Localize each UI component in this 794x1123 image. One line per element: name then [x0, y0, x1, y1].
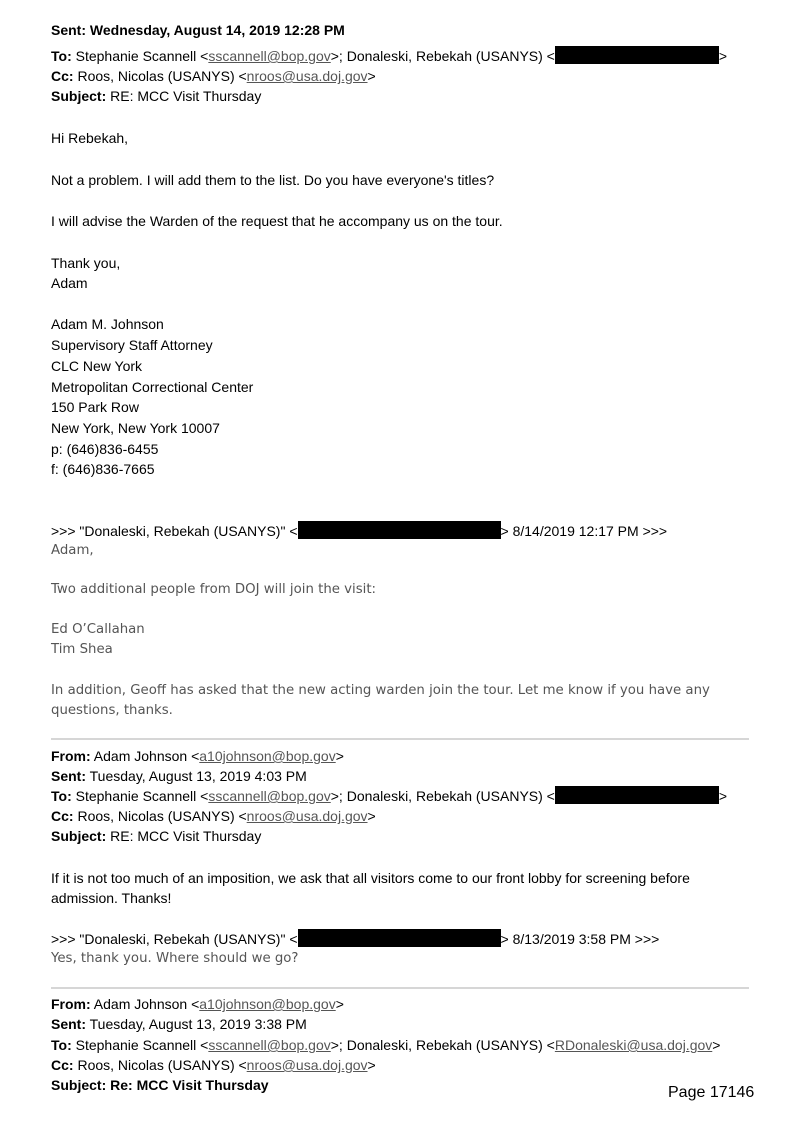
- separator-line: [51, 738, 749, 740]
- to-mid: >; Donaleski, Rebekah (USANYS) <: [330, 1037, 555, 1053]
- to-email-link[interactable]: sscannell@bop.gov: [208, 1037, 331, 1053]
- body-paragraph: If it is not too much of an imposition, we ask that all visitors come to our front lobby for screening before: [51, 870, 690, 886]
- cc-line: [51, 66, 376, 86]
- to-name: Stephanie Scannell <: [75, 1037, 209, 1053]
- cc-name: Roos, Nicolas (USANYS) <: [77, 1057, 247, 1073]
- body-paragraph: admission. Thanks!: [51, 890, 172, 906]
- to-line: [51, 786, 727, 806]
- cc-label: Cc:: [51, 1057, 74, 1073]
- signature-line: CLC New York: [51, 358, 143, 374]
- quote-paragraph: Yes, thank you. Where should we go?: [51, 951, 299, 966]
- body-paragraph: Not a problem. I will add them to the list. Do you have everyone's titles?: [51, 172, 495, 188]
- cc-name: Roos, Nicolas (USANYS) <: [77, 808, 247, 824]
- redaction-box: [298, 521, 501, 539]
- quote-header-end: > 8/14/2019 12:17 PM >>>: [500, 523, 668, 539]
- quote-header: [51, 929, 659, 949]
- cc-line: [51, 1055, 376, 1075]
- to-email-link[interactable]: sscannell@bop.gov: [208, 48, 331, 64]
- to-label: To:: [51, 48, 72, 64]
- subject-label: Subject:: [51, 88, 107, 104]
- quote-name: Ed O’Callahan: [51, 622, 145, 637]
- to-line: [51, 1035, 720, 1055]
- from-end: >: [335, 748, 344, 764]
- separator-line: [51, 987, 749, 989]
- redaction-box: [555, 786, 719, 804]
- greeting: Hi Rebekah,: [51, 130, 129, 146]
- sent-line-clipped: [51, 22, 345, 40]
- sent-text: Tuesday, August 13, 2019 4:03 PM: [89, 768, 307, 784]
- quote-paragraph: Two additional people from DOJ will join the visit:: [51, 582, 377, 597]
- cc-end: >: [367, 808, 376, 824]
- signature-line: p: (646)836-6455: [51, 441, 159, 457]
- quote-header-start: >>> "Donaleski, Rebekah (USANYS)" <: [51, 931, 298, 947]
- signature-line: f: (646)836-7665: [51, 461, 155, 477]
- subject-label: Subject:: [51, 828, 107, 844]
- from-email-link[interactable]: a10johnson@bop.gov: [199, 748, 336, 764]
- to-end: >: [718, 48, 728, 64]
- sent-label: Sent:: [51, 768, 86, 784]
- redaction-box: [555, 46, 719, 64]
- sent-line: [51, 766, 307, 786]
- quote-header-end: > 8/13/2019 3:58 PM >>>: [500, 931, 660, 947]
- from-name: Adam Johnson <: [93, 748, 200, 764]
- closing: Thank you,: [51, 255, 121, 271]
- cc-name: Roos, Nicolas (USANYS) <: [77, 68, 247, 84]
- quote-name: Tim Shea: [51, 642, 113, 657]
- cc-line: [51, 806, 376, 826]
- subject-line: [51, 826, 261, 846]
- signature-line: Adam M. Johnson: [51, 316, 164, 332]
- closing-name: Adam: [51, 275, 88, 291]
- to-mid: >; Donaleski, Rebekah (USANYS) <: [330, 788, 555, 804]
- to-mid: >; Donaleski, Rebekah (USANYS) <: [330, 48, 555, 64]
- to-email-link[interactable]: RDonaleski@usa.doj.gov: [554, 1037, 713, 1053]
- to-end: >: [712, 1037, 721, 1053]
- cc-label: Cc:: [51, 68, 74, 84]
- cc-end: >: [367, 68, 376, 84]
- sent-line: [51, 1014, 307, 1034]
- to-line: [51, 46, 727, 66]
- from-line: [51, 746, 344, 766]
- subject-text: RE: MCC Visit Thursday: [110, 88, 262, 104]
- signature-line: Supervisory Staff Attorney: [51, 337, 213, 353]
- to-name: Stephanie Scannell <: [75, 788, 209, 804]
- quote-greeting: Adam,: [51, 543, 94, 558]
- quote-paragraph: In addition, Geoff has asked that the new acting warden join the tour. Let me know if you have any: [51, 683, 710, 698]
- body-paragraph: I will advise the Warden of the request that he accompany us on the tour.: [51, 213, 503, 229]
- sent-label: Sent:: [51, 1016, 86, 1032]
- to-label: To:: [51, 788, 72, 804]
- from-name: Adam Johnson <: [93, 996, 200, 1012]
- subject-text: RE: MCC Visit Thursday: [110, 828, 262, 844]
- sent-text: Tuesday, August 13, 2019 3:38 PM: [89, 1016, 307, 1032]
- quote-paragraph: questions, thanks.: [51, 703, 173, 718]
- page-number: Page 17146: [668, 1084, 755, 1101]
- redaction-box: [298, 929, 501, 947]
- cc-email-link[interactable]: nroos@usa.doj.gov: [246, 68, 368, 84]
- quote-header: [51, 521, 667, 541]
- subject-line: [51, 86, 261, 106]
- to-label: To:: [51, 1037, 72, 1053]
- cc-email-link[interactable]: nroos@usa.doj.gov: [246, 1057, 368, 1073]
- signature-line: Metropolitan Correctional Center: [51, 379, 254, 395]
- to-end: >: [718, 788, 728, 804]
- from-end: >: [335, 996, 344, 1012]
- signature-line: New York, New York 10007: [51, 420, 220, 436]
- cc-end: >: [367, 1057, 376, 1073]
- to-email-link[interactable]: sscannell@bop.gov: [208, 788, 331, 804]
- cc-email-link[interactable]: nroos@usa.doj.gov: [246, 808, 368, 824]
- sent-text: Sent: Wednesday, August 14, 2019 12:28 PM: [51, 22, 345, 38]
- quote-header-start: >>> "Donaleski, Rebekah (USANYS)" <: [51, 523, 298, 539]
- cc-label: Cc:: [51, 808, 74, 824]
- from-label: From:: [51, 996, 91, 1012]
- from-label: From:: [51, 748, 91, 764]
- signature-line: 150 Park Row: [51, 399, 139, 415]
- to-name: Stephanie Scannell <: [75, 48, 209, 64]
- from-line: [51, 994, 344, 1014]
- subject-line-clipped: Subject: Re: MCC Visit Thursday: [51, 1077, 269, 1093]
- from-email-link[interactable]: a10johnson@bop.gov: [199, 996, 336, 1012]
